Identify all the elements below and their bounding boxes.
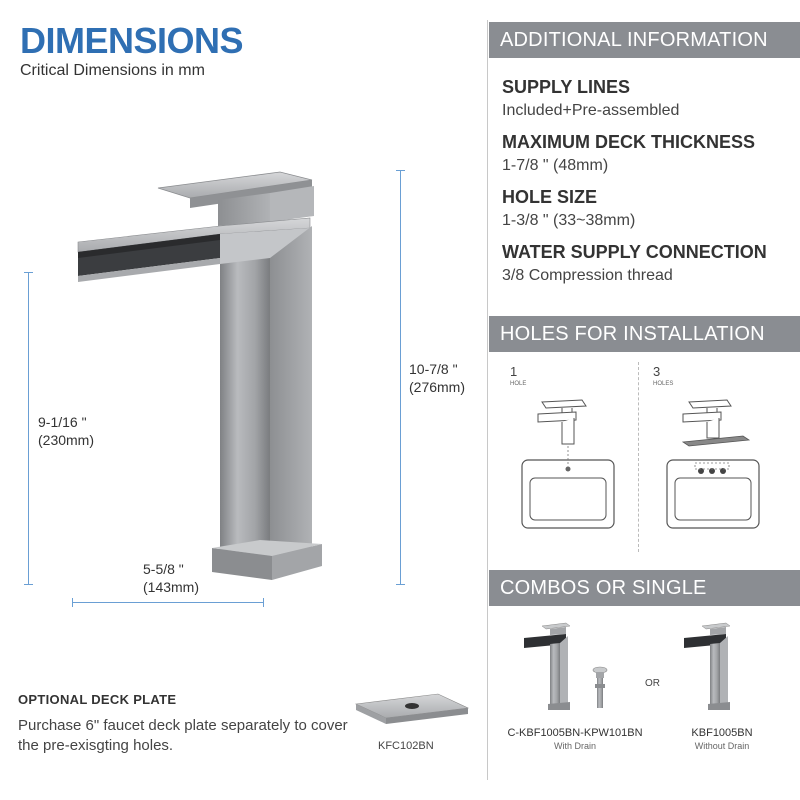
- or-label: OR: [645, 678, 660, 689]
- total-height-mm: (276mm): [409, 379, 466, 395]
- reach-mm: (143mm): [143, 579, 200, 595]
- reach-line: [72, 602, 264, 603]
- supply-lines-value: Included+Pre-assembled: [502, 102, 680, 119]
- drain-image: [590, 664, 610, 714]
- additional-info-header: ADDITIONAL INFORMATION: [489, 22, 800, 58]
- reach-tick-right: [263, 598, 264, 607]
- three-hole-number: 3: [653, 364, 661, 379]
- supply-lines-label: SUPPLY LINES: [502, 77, 631, 97]
- deck-plate-image: [352, 690, 472, 730]
- total-height-inches: 10-7/8 ": [409, 361, 458, 377]
- total-height-tick-top: [396, 170, 405, 171]
- single-faucet-image: [680, 622, 740, 712]
- combo-note: With Drain: [553, 741, 596, 751]
- one-hole-number: 1: [510, 364, 518, 379]
- spout-height-tick-top: [24, 272, 33, 273]
- water-supply-label: WATER SUPPLY CONNECTION: [502, 242, 767, 262]
- holes-header: HOLES FOR INSTALLATION: [489, 316, 800, 352]
- page-title: DIMENSIONS: [20, 20, 244, 61]
- single-sku: KBF1005BN: [691, 727, 753, 739]
- spout-height-tick-bottom: [24, 584, 33, 585]
- spout-height-inches: 9-1/16 ": [38, 414, 87, 430]
- combos-header: COMBOS OR SINGLE: [489, 570, 800, 606]
- deck-plate-description: Purchase 6" faucet deck plate separately to cover the pre-exisgting holes.: [18, 717, 348, 754]
- faucet-illustration: [60, 160, 360, 590]
- three-hole-diagram: [645, 362, 775, 542]
- holes-option-divider: [638, 362, 639, 552]
- column-divider: [487, 20, 488, 780]
- total-height-line: [400, 170, 401, 584]
- reach-tick-left: [72, 598, 73, 607]
- deck-plate-title: OPTIONAL DECK PLATE: [18, 692, 177, 707]
- single-note: Without Drain: [694, 741, 750, 751]
- combo-faucet-image: [520, 622, 580, 712]
- water-supply-value: 3/8 Compression thread: [502, 267, 673, 284]
- one-hole-option: [500, 362, 630, 542]
- total-height-label: [409, 360, 465, 396]
- deck-thickness-label: MAXIMUM DECK THICKNESS: [502, 132, 756, 152]
- one-hole-diagram: [500, 362, 630, 542]
- spout-height-mm: (230mm): [38, 432, 95, 448]
- deck-thickness-value: 1-7/8 " (48mm): [502, 157, 609, 174]
- reach-inches: 5-5/8 ": [143, 561, 184, 577]
- deck-plate-sku: KFC102BN: [378, 740, 434, 752]
- three-hole-caption: HOLES: [653, 381, 674, 387]
- combo-sku: C-KBF1005BN-KPW101BN: [507, 727, 643, 739]
- page-subtitle: Critical Dimensions in mm: [20, 62, 205, 79]
- hole-size-value: 1-3/8 " (33~38mm): [502, 212, 636, 229]
- one-hole-caption: HOLE: [510, 381, 527, 387]
- three-hole-option: [645, 362, 775, 542]
- spout-height-line: [28, 272, 29, 584]
- total-height-tick-bottom: [396, 584, 405, 585]
- hole-size-label: HOLE SIZE: [502, 187, 598, 207]
